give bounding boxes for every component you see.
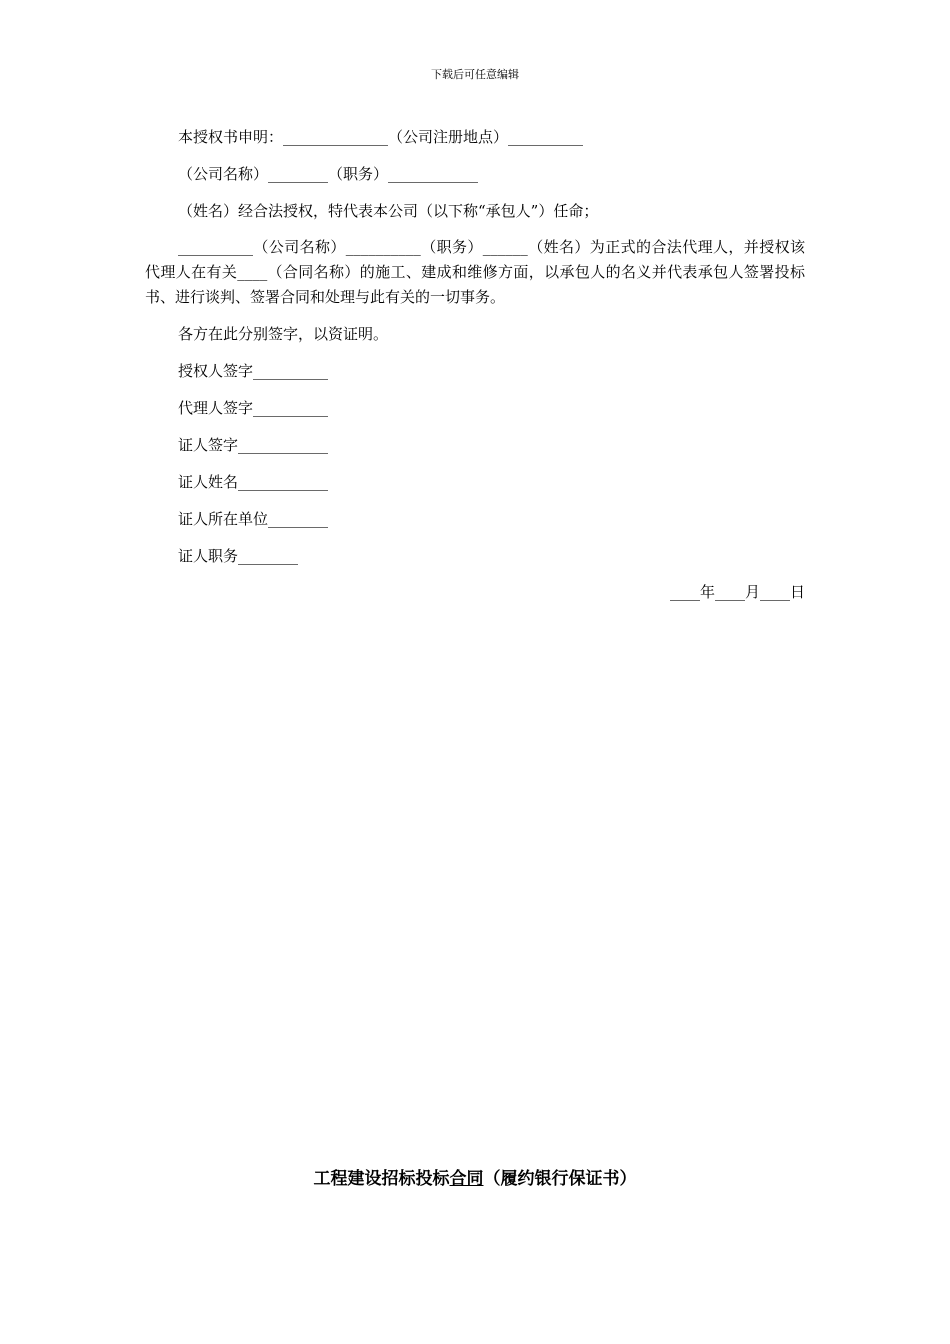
authorizer-signature-line: 授权人签字__________	[178, 362, 329, 380]
title-part-1: 工程建设招标投标	[313, 1169, 450, 1189]
agent-signature-line: 代理人签字__________	[178, 399, 329, 417]
date-line: ____年____月____日	[669, 583, 805, 601]
authorization-paragraph: __________（公司名称）__________（职务）______（姓名）为正式的合法代理人，并授权该代理人在有关____（合同名称）的施工、建成和维修方面，以承包人的名义并代表承包人签署投标书、进行谈判、签署合同和处理与此有关的一切事务。	[145, 238, 805, 306]
witness-position-line: 证人职务________	[178, 547, 299, 565]
witness-signature-line: 证人签字____________	[178, 436, 329, 454]
witness-unit-line: 证人所在单位________	[178, 510, 329, 528]
next-document-title	[0, 1164, 950, 1189]
download-note: 下载后可任意编辑	[431, 68, 519, 81]
witness-clause: 各方在此分别签字，以资证明。	[178, 325, 389, 343]
appointment-line: （姓名）经合法授权，特代表本公司（以下称“承包人”）任命；	[178, 202, 599, 220]
witness-name-line: 证人姓名____________	[178, 473, 329, 491]
title-part-underlined: 合同	[449, 1169, 484, 1189]
statement-line: 本授权书申明：______________（公司注册地点）__________	[178, 128, 584, 146]
company-position-line: （公司名称）________（职务）____________	[178, 165, 479, 183]
title-part-2: （履约银行保证书）	[483, 1169, 637, 1189]
